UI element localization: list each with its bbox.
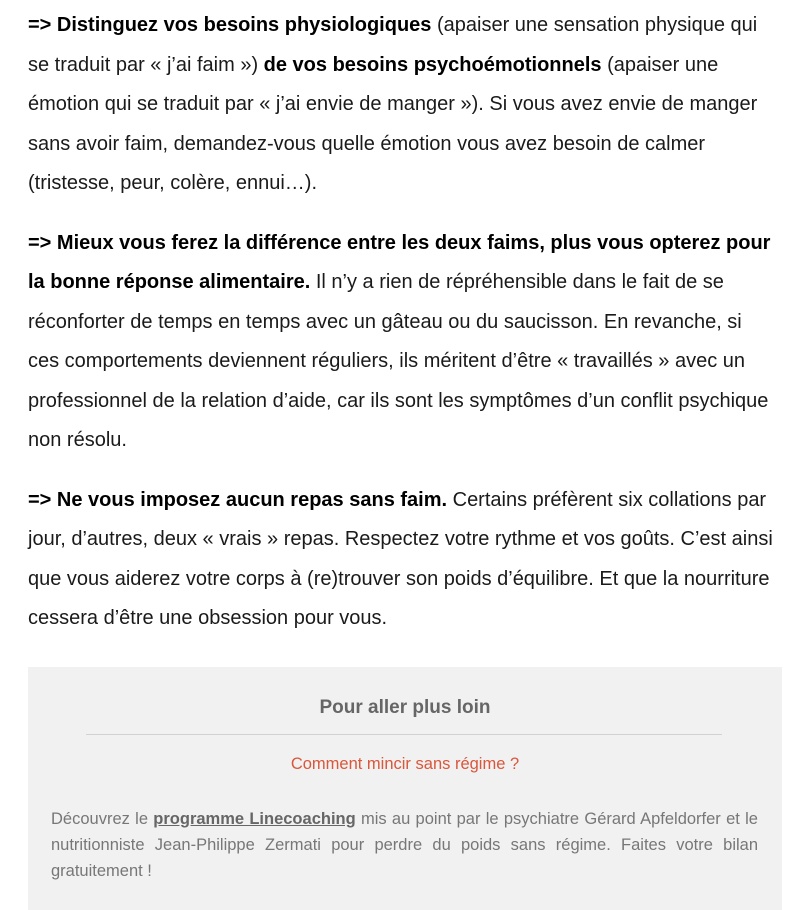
paragraph-deux-faims bbox=[28, 224, 774, 461]
paragraph-repas bbox=[28, 481, 774, 639]
mincir-sans-regime-link[interactable]: Comment mincir sans régime ? bbox=[290, 755, 520, 773]
paragraph-text: (apaiser une sensation physique qui se traduit par « j’ai faim ») bbox=[28, 14, 758, 76]
paragraph-besoins bbox=[28, 6, 774, 204]
paragraph-bold-inline: de vos besoins psychoémotionnels bbox=[263, 53, 602, 76]
linecoaching-program-link[interactable]: programme Linecoaching bbox=[153, 810, 356, 828]
description-text: mis au point par le psychiatre Gérard Apfeldorfer et le nutritionniste Jean-Philippe Zermati pour perdre du poids sans régime. Faites votre bilan gratuitement ! bbox=[51, 810, 758, 880]
paragraph-text: Il n’y a rien de répréhensible dans le fait de se réconforter de temps en temps avec un gâteau ou du saucisson. En revanche, si ces comportements deviennent réguliers, ils méritent d’être « travaillés » avec un professionnel de la relation d’aide, car ils sont les symptômes d’un conflit psychique non résolu. bbox=[28, 271, 769, 451]
paragraph-bold-lead: => Mieux vous ferez la différence entre les deux faims, plus vous opterez pour la bonne réponse alimentaire. bbox=[28, 231, 771, 293]
paragraph-text: (apaiser une émotion qui se traduit par « j’ai envie de manger »). Si vous avez envie de manger sans avoir faim, demandez-vous quelle émotion vous avez besoin de calmer (tristesse, peur, colère, ennui…). bbox=[28, 53, 758, 194]
description-text: Découvrez le bbox=[51, 810, 154, 828]
paragraph-text: Certains préfèrent six collations par jour, d’autres, deux « vrais » repas. Respectez votre rythme et vos goûts. C’est ainsi que vous aiderez votre corps à (re)trouver son poids d’équilibre. Et que la nourriture cessera d’être une obsession pour vous. bbox=[28, 488, 773, 629]
divider bbox=[86, 734, 722, 735]
further-reading-box bbox=[28, 667, 782, 910]
further-reading-description bbox=[51, 806, 758, 884]
paragraph-bold-lead: => Ne vous imposez aucun repas sans faim. bbox=[28, 488, 448, 511]
further-reading-title: Pour aller plus loin bbox=[319, 697, 491, 718]
article-body bbox=[28, 6, 774, 659]
paragraph-bold-lead: => Distinguez vos besoins physiologiques bbox=[28, 14, 432, 36]
